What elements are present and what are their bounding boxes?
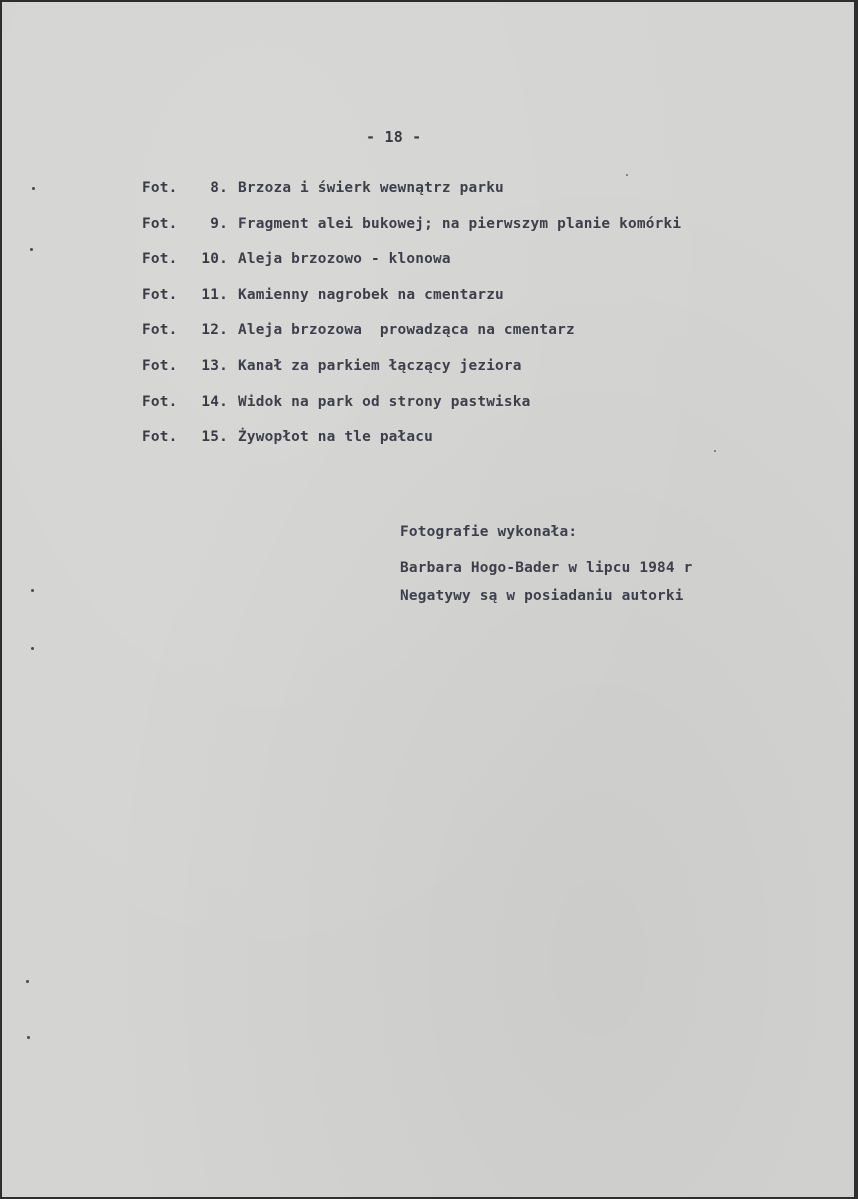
margin-speck: [32, 187, 35, 190]
photo-caption: Kanał za parkiem łączący jeziora: [238, 357, 522, 374]
photo-prefix: Fot.: [142, 393, 178, 410]
photo-entry: [142, 394, 681, 430]
credits-heading: Fotografie wykonała:: [400, 524, 578, 540]
margin-speck: [31, 589, 34, 592]
photo-prefix: Fot.: [142, 429, 178, 446]
photo-entry: [142, 251, 681, 287]
photo-prefix: Fot.: [142, 322, 178, 339]
photo-entry: [142, 287, 681, 323]
photo-prefix: Fot.: [142, 215, 178, 232]
photo-number: 15.: [201, 429, 228, 446]
photo-caption: Brzoza i świerk wewnątrz parku: [238, 180, 504, 196]
photo-list: [142, 180, 681, 465]
photo-caption: Kamienny nagrobek na cmentarzu: [238, 286, 504, 303]
photo-prefix: Fot.: [142, 357, 178, 374]
photo-prefix: Fot.: [142, 251, 178, 268]
photo-prefix: Fot.: [142, 180, 178, 196]
photo-caption: Widok na park od strony pastwiska: [238, 393, 531, 410]
credits-negatives-line: Negatywy są w posiadaniu autorki: [400, 588, 684, 604]
photo-entry: [142, 429, 681, 465]
photo-number: 11.: [201, 286, 228, 303]
photo-entry: [142, 216, 681, 252]
photo-number: 9.: [210, 215, 228, 232]
photo-entry: [142, 322, 681, 358]
photo-caption: Fragment alei bukowej; na pierwszym planie komórki: [238, 215, 682, 232]
margin-speck: [31, 647, 34, 650]
margin-speck: [27, 1036, 30, 1039]
photo-prefix: Fot.: [142, 286, 178, 303]
margin-speck: [26, 980, 29, 983]
photo-number: 8.: [210, 180, 228, 196]
paper-speck: [714, 450, 716, 452]
page-number: - 18 -: [366, 128, 422, 146]
paper-speck: [626, 174, 628, 176]
photo-number: 14.: [201, 393, 228, 410]
photo-caption: Aleja brzozowo - klonowa: [238, 251, 451, 268]
photo-number: 12.: [201, 322, 228, 339]
photo-credits: [400, 524, 693, 616]
margin-speck: [30, 248, 33, 251]
credits-author-line: Barbara Hogo-Bader w lipcu 1984 r: [400, 560, 693, 576]
photo-entry: [142, 180, 681, 216]
photo-entry: [142, 358, 681, 394]
photo-caption: Aleja brzozowa prowadząca na cmentarz: [238, 322, 575, 339]
typed-page: [2, 2, 854, 1197]
photo-number: 13.: [201, 357, 228, 374]
photo-number: 10.: [201, 251, 228, 268]
photo-caption: Żywopłot na tle pałacu: [238, 429, 434, 446]
